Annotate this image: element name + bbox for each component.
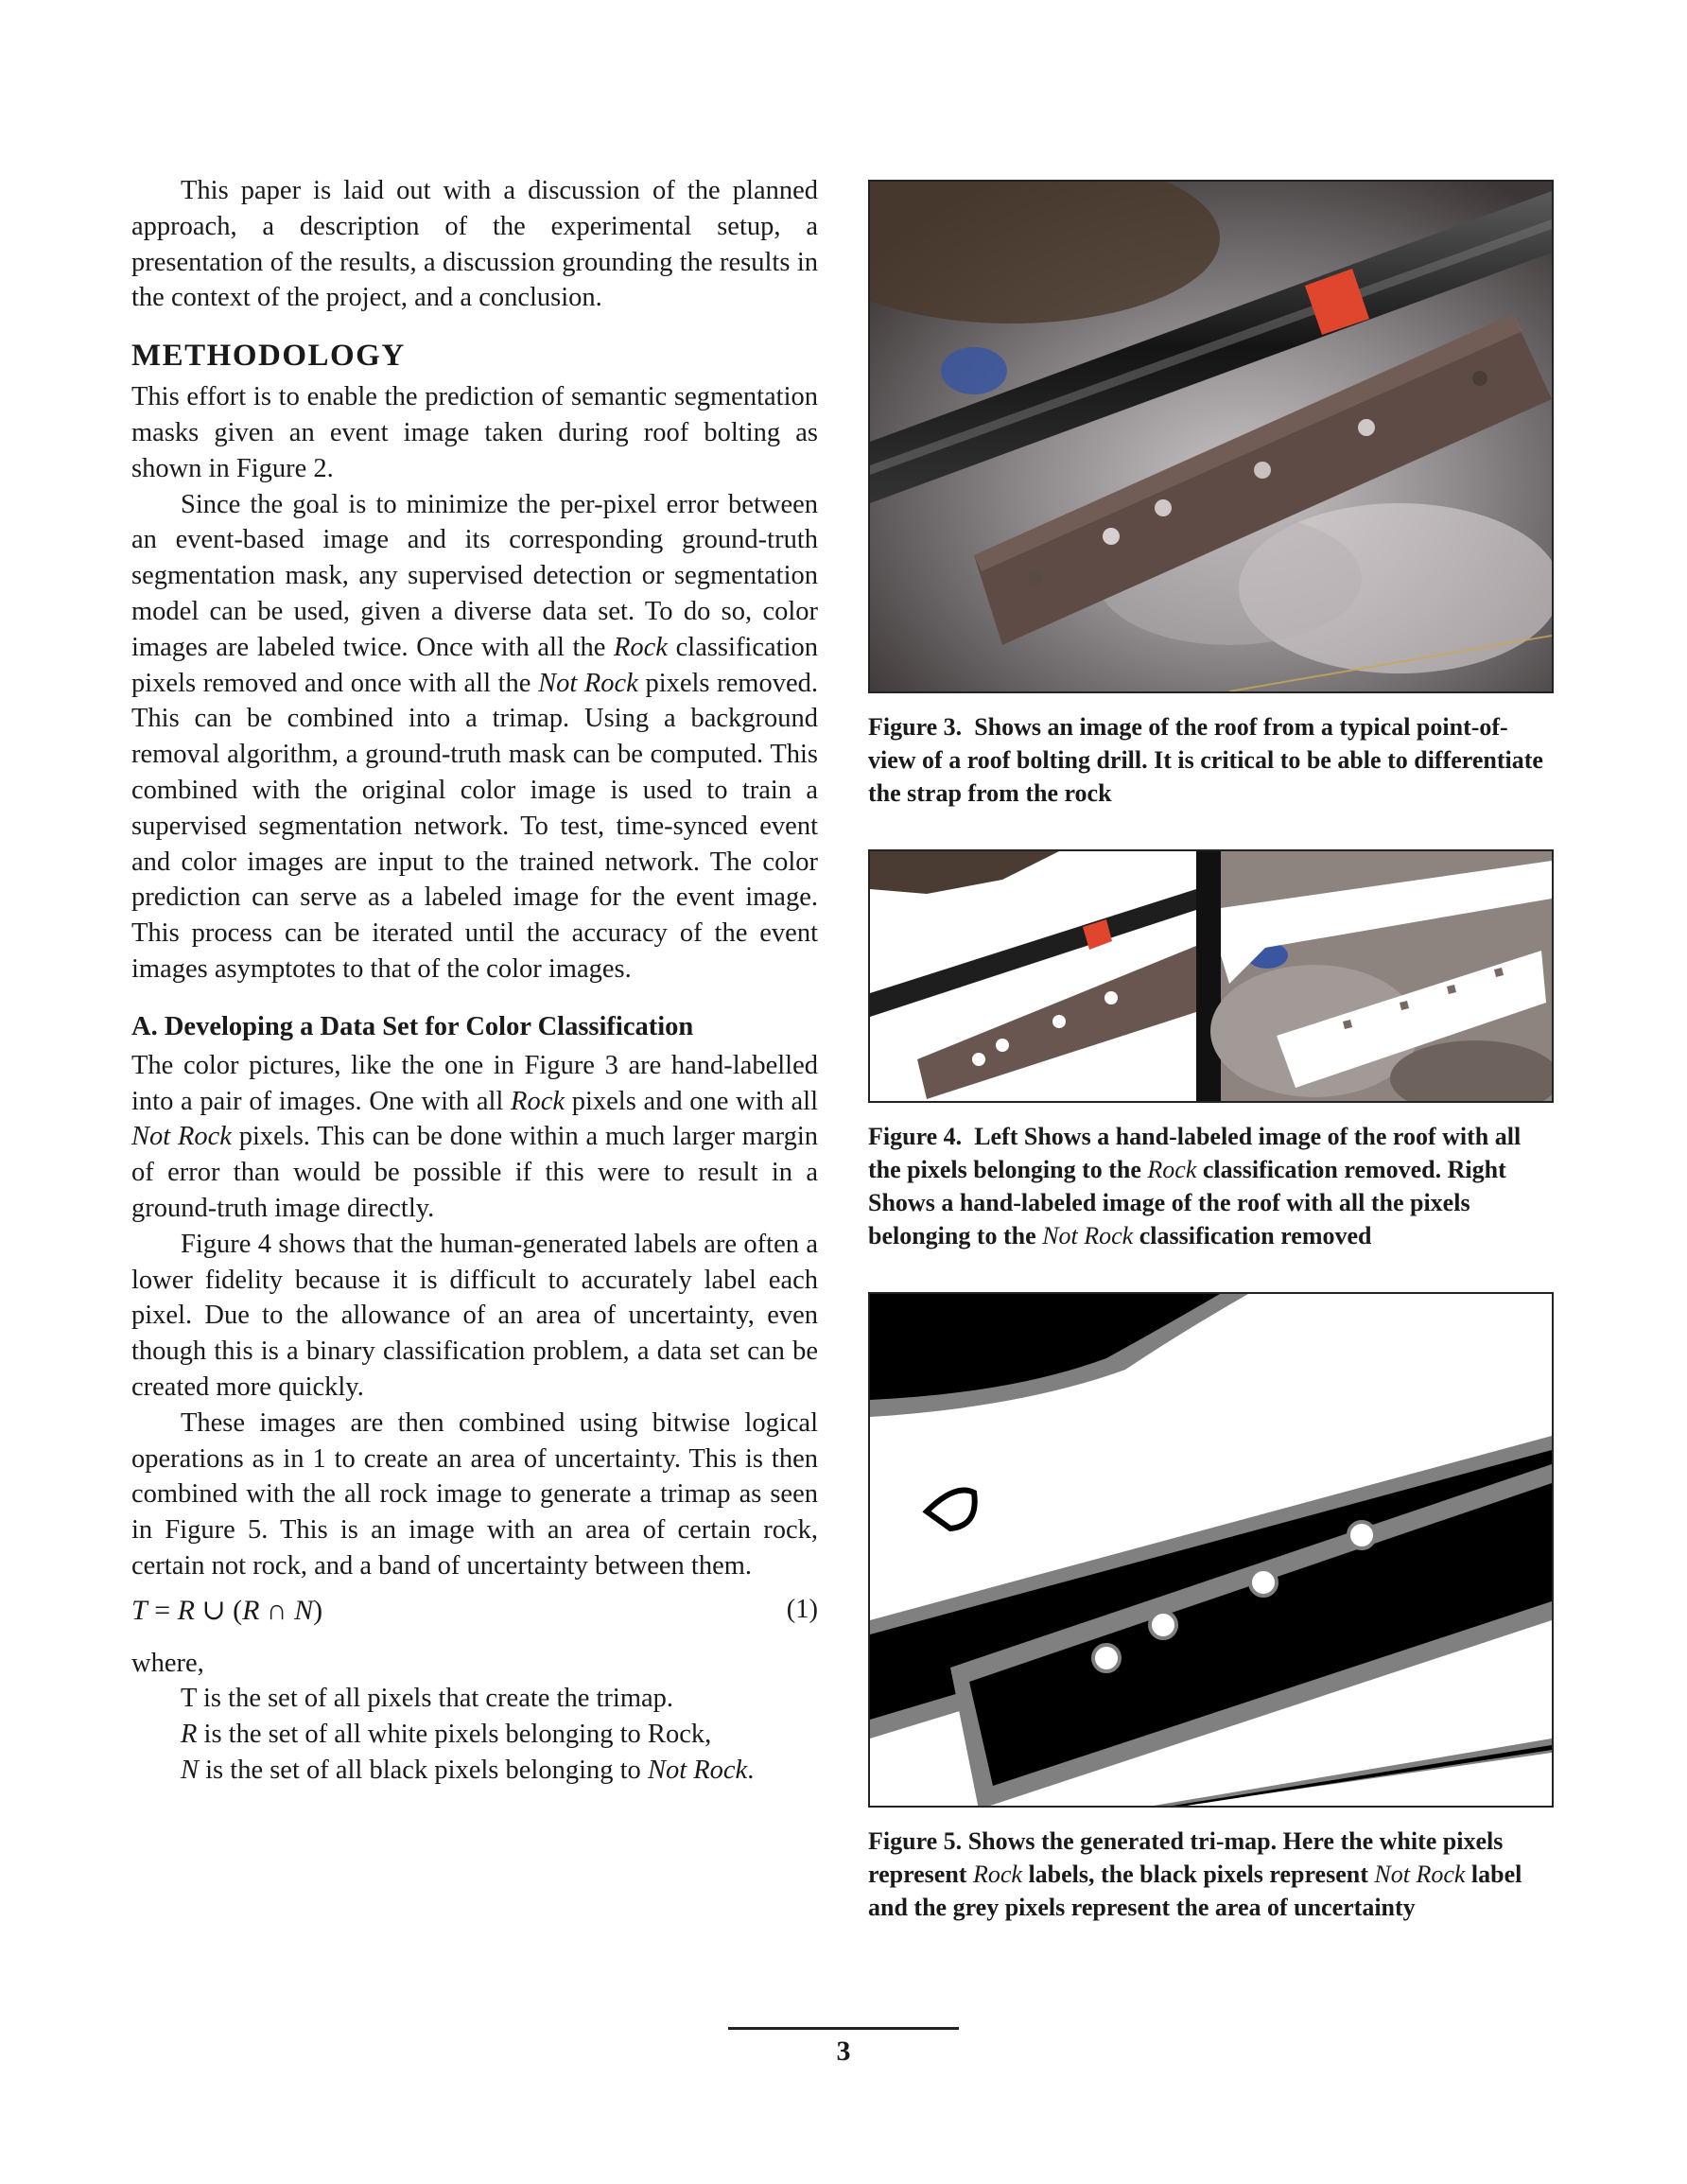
term-not-rock: Not Rock [131,1122,232,1152]
subsection-paragraph-2: Figure 4 shows that the human-generated labels are often a lower fidelity because it is difficult to accurately label each pixel. Due to the allowance of an area of uncertainty, even though this is a binary classification problem, a data set can be created more quickly. [131,1229,818,1402]
figure-4-caption [868,1120,1554,1252]
trimap [870,1294,1552,1806]
where-label: where, [131,1648,204,1678]
eq-symbol-n: N [294,1594,314,1626]
equation-1 [131,1594,818,1627]
page-number: 3 [836,2035,851,2067]
text-run: pixels. This can be done within a much larger margin of error than would be possible if this were to result in a ground-truth image directly. [131,1122,819,1223]
methodology-heading: METHODOLOGY [131,339,406,374]
definition-t: T is the set of all pixels that create the trimap. [181,1684,674,1714]
term-rock: Rock [511,1086,565,1116]
equation-number: (1) [786,1595,818,1625]
definition-r [131,1717,818,1753]
methodology-paragraph-1: This effort is to enable the prediction of semantic segmentation masks given an event image taken during roof bolting as shown in Figure 2. [131,382,818,483]
footer-rule [728,2027,959,2030]
text-run: The color pictures, like the one in Figure 3 are hand-labelled into a pair of images. One with all [131,1050,818,1116]
term-not-rock: Not Rock [538,668,638,698]
left-column [131,173,818,1789]
figure-label: Figure 3. [868,713,963,741]
term-not-rock: Not Rock [1374,1861,1466,1888]
figure-5-caption [868,1825,1554,1924]
eq-operator: ∩ [259,1594,295,1626]
intro-paragraph: This paper is laid out with a discussion of the planned approach, a description of the experimental setup, a presentation of the results, a discussion grounding the results in the context of the project, and a conclusion. [131,176,818,313]
text-run: pixels removed. This can be combined into a trimap. Using a background removal algorithm, a ground-truth mask can be computed. This combined with the original color image is used to train a supervised segmentation network. To test, time-synced event and color images are input to the trained network. The color prediction can serve as a labeled image for the event image. This process can be iterated until the accuracy of the event images asymptotes to that of the color images. [131,668,818,984]
text-run: classification pixels removed and once with all the [131,632,818,698]
figure-label: Figure 4. [868,1123,963,1150]
text-run: pixels and one with all [565,1086,818,1116]
definition-n [131,1753,818,1789]
text-run: . [747,1756,755,1786]
text-run: classification removed. Right Shows a hand-labeled image of the roof with all the pixels belonging to the [868,1156,1506,1249]
eq-symbol-t: T [131,1594,148,1626]
text-run: is the set of all white pixels belonging to Rock, [197,1720,712,1750]
text-run: labels, the black pixels represent [1021,1861,1375,1888]
figure-4-image [868,849,1554,1103]
subsection-paragraph-1 [131,1048,818,1227]
equation-expression [131,1594,322,1627]
text-run: classification removed [1133,1222,1372,1249]
symbol-r: R [181,1720,198,1750]
eq-symbol-r: R [177,1594,195,1626]
figure-label: Figure 5. [868,1827,963,1855]
labeled-images [870,851,1552,1101]
figure-3-caption [868,710,1554,810]
subsection-paragraph-3: These images are then combined using bitwise logical operations as in 1 to create an area of uncertainty. This is then combined with the all rock image to generate a trimap as seen in Figure 5. This is an image with an area of certain rock, certain not rock, and a band of uncertainty between them. [131,1407,818,1581]
roof-photo [870,182,1552,691]
figure-5-image [868,1292,1554,1808]
eq-operator: = [147,1594,178,1626]
subsection-heading: A. Developing a Data Set for Color Classification [131,1011,694,1041]
eq-operator: ∪ ( [194,1594,243,1626]
text-run: Left Shows a hand-labeled image of the roof with all the pixels belonging to the [868,1123,1522,1183]
eq-operator: ) [313,1594,323,1626]
text-run: label and the grey pixels represent the area of uncertainty [868,1861,1522,1921]
figure-3-image [868,180,1554,693]
symbol-n: N [181,1756,200,1786]
eq-symbol-r: R [242,1594,260,1626]
term-not-rock: Not Rock [1042,1222,1134,1249]
right-column [868,180,1554,1924]
methodology-paragraph-2 [131,487,818,987]
term-rock: Rock [1147,1156,1197,1183]
term-rock: Rock [614,632,668,662]
text-run: Shows an image of the roof from a typical point-of-view of a roof bolting drill. It is critical to be able to differentiate the strap from the rock [868,713,1543,807]
text-run: Shows the generated tri-map. Here the white pixels represent [868,1827,1504,1888]
term-rock: Rock [972,1861,1022,1888]
text-run: is the set of all black pixels belonging to [199,1756,648,1786]
text-run: Since the goal is to minimize the per-pixel error between an event-based image and its corresponding ground-truth segmentation mask, any supervised detection or segmentation model can be used, given a diverse data set. To do so, color images are labeled twice. Once with all the [131,489,818,662]
term-not-rock: Not Rock [647,1756,748,1786]
